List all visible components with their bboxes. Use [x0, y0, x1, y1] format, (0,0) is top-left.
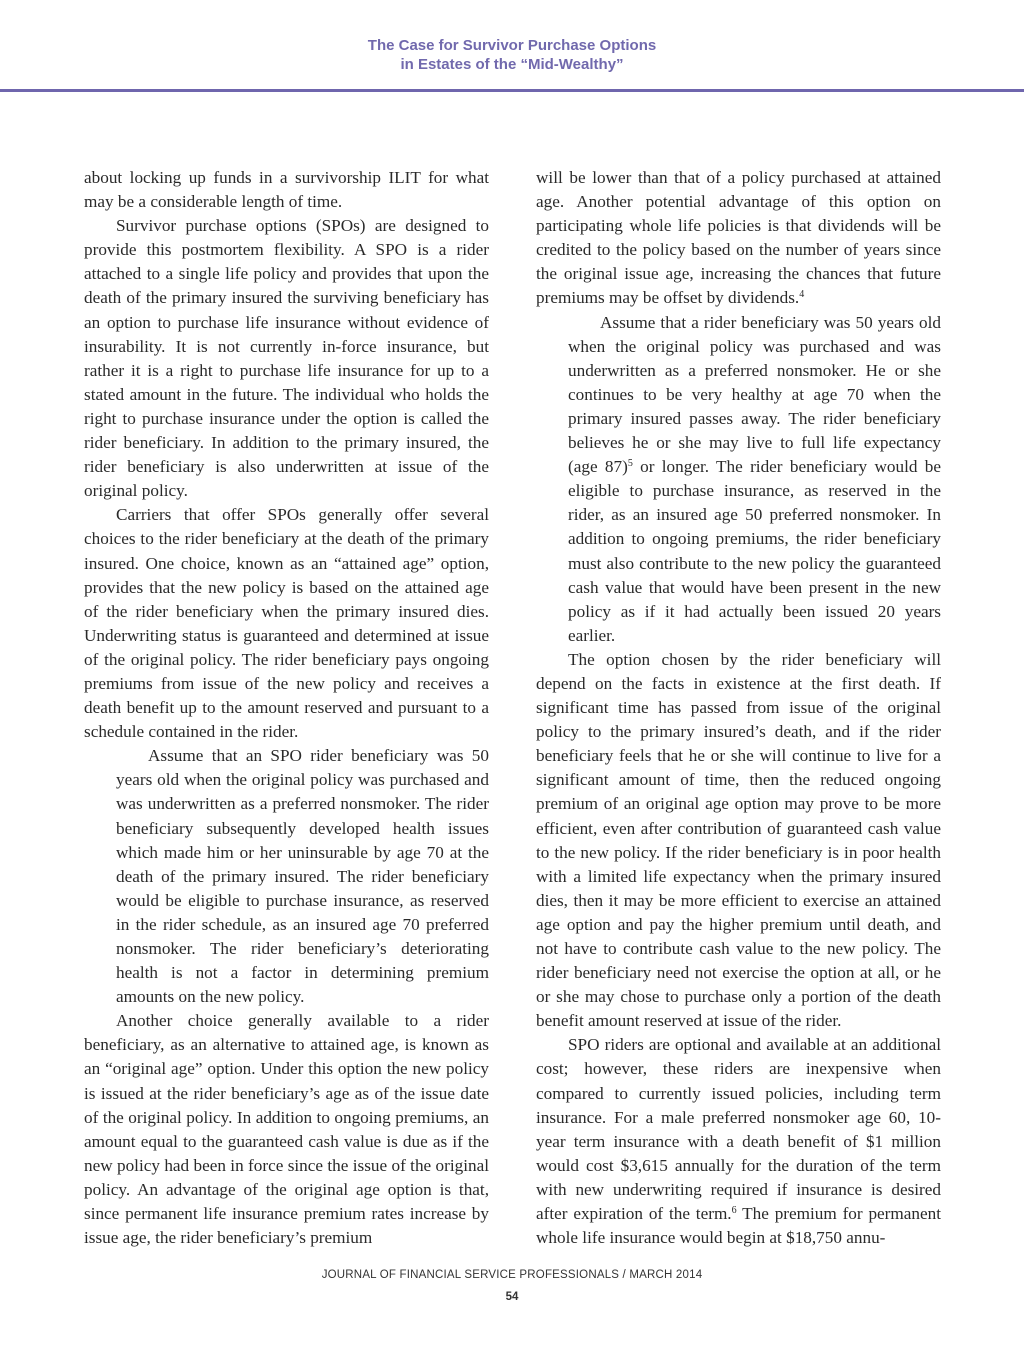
paragraph-original-age: Another choice generally available to a rider beneficiary, as an alternative to attained age, is known as an “original age” option. Under this option the new policy is issued at the rider beneficiary’s age as of the issue date of the original policy. In addition to ongoing premiums, an amount equal to the guaranteed cash value is due as if the new policy had been in force since the issue of the original policy. An advantage of the original age option is that, since permanent life insurance premium rates increase by issue age, the rider beneficiary’s premium [84, 1011, 489, 1248]
paragraph-text-b: The premium for permanent whole life insurance would begin at $18,750 annu- [536, 1204, 941, 1248]
paragraph-option-choice: The option chosen by the rider beneficiary will depend on the facts in existence at the first death. If significant time has passed from issue of the original policy to the primary insured’s death, and if the rider beneficiary feels that he or she will continue to live for a significant amount of time, then the reduced ongoing premium of an original age option may prove to be more efficient, even after contribution of guaranteed cash value to the new policy. If the rider beneficiary is in poor health with a limited life expectancy when the primary insured dies, then it may be more efficient to exercise an attained age option and pay the higher premium until death, and not have to contribute cash value to the new policy. The rider beneficiary need not exercise the option at all, or he or she may chose to purchase only a portion of the death benefit amount reserved at issue of the rider. [536, 649, 941, 1031]
page-footer [0, 1268, 1024, 1304]
paragraph-attained-age: Carriers that offer SPOs generally offer several choices to the rider beneficiary at the death of the primary insured. One choice, known as an “attained age” option, provides that the new policy is based on the attained age of the rider beneficiary when the primary insured dies. Underwriting status is guaranteed and determined at issue of the original policy. The rider beneficiary pays ongoing premiums from issue of the new policy and receives a death benefit up to the amount reserved and pursuant to a schedule contained in the rider. [84, 505, 489, 742]
paragraph-spo-definition: Survivor purchase options (SPOs) are designed to provide this postmortem flexibility. A SPO is a rider attached to a single life policy and provides that upon the death of the primary insured the surviving beneficiary has an option to purchase life insurance without evidence of insurability. It is not currently in-force insurance, but rather it is a right to purchase life insurance for up to a stated amount in the future. The individual who holds the right to purchase insurance under the option is called the rider beneficiary. In addition to the primary insured, the rider beneficiary is also underwritten at issue of the original policy. [84, 216, 489, 501]
header-title-line-2: in Estates of the “Mid-Wealthy” [400, 56, 624, 73]
page-number: 54 [505, 1291, 519, 1303]
example-original-age [568, 311, 941, 648]
header-divider [0, 89, 1024, 92]
journal-name: JOURNAL OF FINANCIAL SERVICE PROFESSIONALS / MARCH 2014 [321, 1269, 703, 1281]
header-title-line-1: The Case for Survivor Purchase Options [367, 37, 657, 54]
example-text-a: Assume that a rider beneficiary was 50 years old when the original policy was purchased and was underwritten as a preferred nonsmoker. He or she continues to be very healthy at age 70 when the primary insured passes away. The rider beneficiary believes he or she may live to full life expectancy (age 87) [568, 312, 941, 477]
example-attained-age: Assume that an SPO rider beneficiary was 50 years old when the original policy was purchased and was underwritten as a preferred nonsmoker. The rider beneficiary subsequently developed health issues which made him or her uninsurable by age 70 at the death of the primary insured. The rider beneficiary would be eligible to purchase insurance, as reserved in the rider schedule, as an insured age 70 preferred nonsmoker. The rider beneficiary’s deteriorating health is not a factor in determining premium amounts on the new policy. [116, 746, 489, 1007]
paragraph-continued: about locking up funds in a survivorship ILIT for what may be a considerable length of time. [84, 168, 489, 212]
footnote-ref-5: 5 [627, 458, 633, 470]
paragraph-rider-cost [536, 1033, 941, 1250]
paragraph-text-a: SPO riders are optional and available at an additional cost; however, these riders are inexpensive when compared to currently issued policies, including term insurance. For a male preferred nonsmoker age 60, 10-year term insurance with a death benefit of $1 million would cost $3,615 annually for the duration of the term with new underwriting required if insurance is desired after expiration of the term. [536, 1035, 941, 1224]
paragraph-original-age-continued [536, 166, 941, 311]
footnote-ref-4: 4 [799, 289, 805, 301]
example-text-b: or longer. The rider beneficiary would be eligible to purchase insurance, as reserved in the rider, as an insured age 50 preferred nonsmoker. In addition to ongoing premiums, the rider beneficiary must also contribute to the new policy the guaranteed cash value that would have been present in the new policy as if it had actually been issued 20 years earlier. [568, 457, 941, 645]
paragraph-text: will be lower than that of a policy purchased at attained age. Another potential advantage of this option on participating whole life policies is that dividends will be credited to the policy based on the number of years since the original issue age, increasing the chances that future premiums may be offset by dividends. [536, 168, 941, 308]
running-header [0, 36, 1024, 74]
right-column [536, 166, 941, 1250]
left-column [84, 166, 489, 1250]
footnote-ref-6: 6 [731, 1205, 737, 1217]
